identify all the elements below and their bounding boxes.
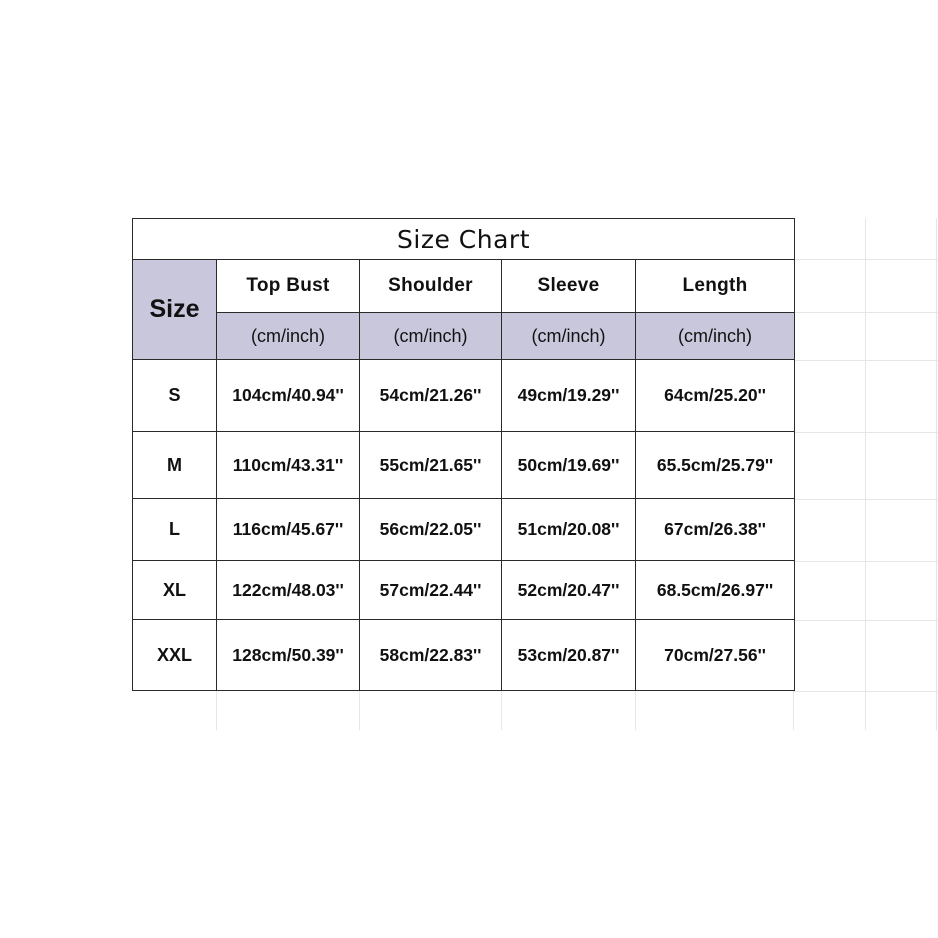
table-cell: 110cm/43.31''	[217, 432, 360, 499]
table-cell: 51cm/20.08''	[502, 499, 636, 561]
size-label: XL	[133, 561, 217, 620]
size-label: L	[133, 499, 217, 561]
table-cell: 58cm/22.83''	[360, 620, 502, 691]
size-label: XXL	[133, 620, 217, 691]
size-column-header: Size	[133, 260, 217, 360]
table-row	[133, 499, 795, 561]
grid-line	[865, 218, 866, 730]
table-cell: 116cm/45.67''	[217, 499, 360, 561]
grid-line	[794, 561, 938, 562]
size-chart-table	[132, 218, 795, 691]
table-cell: 128cm/50.39''	[217, 620, 360, 691]
size-label: S	[133, 360, 217, 432]
grid-line	[794, 620, 938, 621]
table-cell: 56cm/22.05''	[360, 499, 502, 561]
grid-line	[794, 499, 938, 500]
grid-line	[794, 259, 938, 260]
grid-line	[216, 691, 217, 730]
table-cell: 57cm/22.44''	[360, 561, 502, 620]
grid-line	[794, 312, 938, 313]
table-cell: 64cm/25.20''	[636, 360, 795, 432]
table-cell: 70cm/27.56''	[636, 620, 795, 691]
table-cell: 67cm/26.38''	[636, 499, 795, 561]
table-cell: 49cm/19.29''	[502, 360, 636, 432]
table-cell: 53cm/20.87''	[502, 620, 636, 691]
grid-line	[794, 691, 938, 692]
table-cell: 50cm/19.69''	[502, 432, 636, 499]
grid-line	[794, 432, 938, 433]
grid-line	[501, 691, 502, 730]
unit-label: (cm/inch)	[636, 313, 795, 360]
unit-label: (cm/inch)	[360, 313, 502, 360]
table-title: Size Chart	[133, 219, 795, 260]
unit-label: (cm/inch)	[502, 313, 636, 360]
table-row	[133, 620, 795, 691]
grid-line	[359, 691, 360, 730]
table-cell: 55cm/21.65''	[360, 432, 502, 499]
table-row	[133, 360, 795, 432]
table-row	[133, 432, 795, 499]
table-cell: 52cm/20.47''	[502, 561, 636, 620]
grid-line	[936, 218, 937, 730]
grid-line	[793, 691, 794, 730]
table-row	[133, 561, 795, 620]
grid-line	[635, 691, 636, 730]
table-cell: 65.5cm/25.79''	[636, 432, 795, 499]
column-header-length: Length	[636, 260, 795, 313]
table-cell: 104cm/40.94''	[217, 360, 360, 432]
column-header-sleeve: Sleeve	[502, 260, 636, 313]
grid-line	[794, 360, 938, 361]
table-cell: 68.5cm/26.97''	[636, 561, 795, 620]
table-cell: 122cm/48.03''	[217, 561, 360, 620]
unit-label: (cm/inch)	[217, 313, 360, 360]
column-header-shoulder: Shoulder	[360, 260, 502, 313]
size-label: M	[133, 432, 217, 499]
table-cell: 54cm/21.26''	[360, 360, 502, 432]
column-header-top-bust: Top Bust	[217, 260, 360, 313]
